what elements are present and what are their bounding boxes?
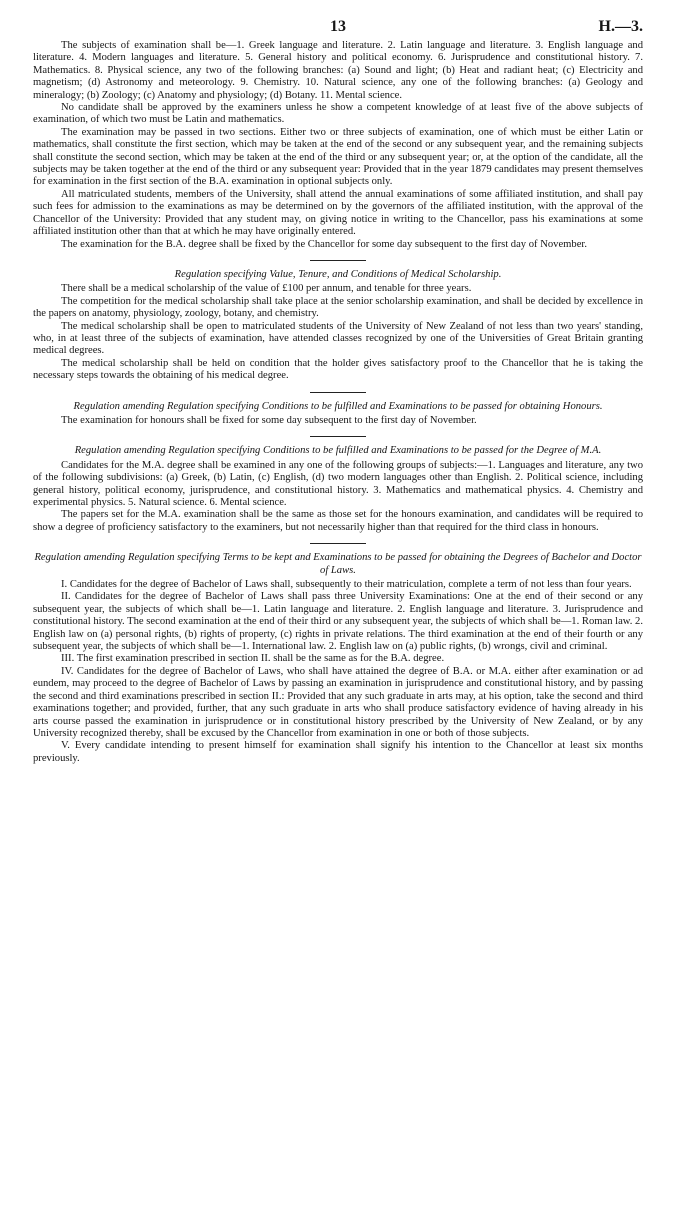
paragraph: The examination for honours shall be fixed for some day subsequent to the first day of November. <box>61 414 477 426</box>
paragraph: III. The first examination prescribed in section II. shall be the same as for the B.A. degree. <box>61 653 445 665</box>
paragraph: IV. Candidates for the degree of Bachelor of Laws, who shall have attained the degree of B.A. or M.A. either after examination or ad eundem, may proceed to the degree of Bachelor of Laws by passing an examination in jurisprudence and constitutional history, and by passing the second and third examinations prescribed in section II.: Provided that any such graduate in arts may, at his option, take the second and third examinations together; and provided, further, that any such graduate in arts who shall produce satisfactory evidence of having already in his arts course passed the examination in jurisprudence or in constitutional history prescribed by the University of New Zealand, or by any University recognized thereby, shall be excused by the Chancellor from examination in one or both of those subjects. <box>33 665 643 739</box>
report-code: H.—3. <box>598 18 643 35</box>
paragraph: II. Candidates for the degree of Bachelor of Laws shall pass three University Examinations: One at the end of their second or any subsequent year, the subjects of which shall be—1. Latin language and literature. 2. English language and literature. 3. Jurisprudence and constitutional history. The second examination at the end of their third or any subsequent year, the subjects of which shall be—1. Roman law. 2. English law on (a) personal rights, (b) rights of property, (c) rights in private relations. The third examination at the end of their fourth or any subsequent year, the subjects of which shall be—1. International law. 2. English law on (a) public rights, (b) wrongs, civil and criminal. <box>33 591 643 653</box>
ma-degree-section <box>33 445 643 534</box>
laws-degree-section <box>33 552 643 765</box>
paragraph: The examination may be passed in two sections. Either two or three subjects of examination, one of which must be either Latin or mathematics, shall constitute the first section, which may be taken at the end of the second or any subsequent year, and the remaining subjects shall constitute the second section, which may be taken at the end of the third or any subsequent year; or, at the option of the candidate, all the subjects may be taken together at the end of the third or any subsequent year: Provided that in the year 1879 candidates may present themselves for examination in the first section of the B.A. examination in optional subjects only. <box>33 126 643 188</box>
paragraph: The subjects of examination shall be—1. Greek language and literature. 2. Latin language and literature. 3. English language and literature. 4. Modern languages and literature. 5. General history and political economy. 6. Jurisprudence and constitutional history. 7. Mathematics. 8. Physical science, any two of the following branches: (a) Sound and light; (b) Heat and radiant heat; (c) Electricity and magnetism; (d) Astronomy and meteorology. 9. Chemistry. 10. Natural science, any one of the following branches: (a) Geology and mineralogy; (b) Zoology; (c) Anatomy and physiology; (d) Botany. 11. Mental science. <box>33 40 643 101</box>
paragraph: V. Every candidate intending to present himself for examination shall signify his intention to the Chancellor at least six months previously. <box>33 740 643 764</box>
section-heading: Regulation amending Regulation specifying Conditions to be fulfilled and Examinations to be passed for obtaining Honours. <box>73 400 603 412</box>
paragraph: Candidates for the M.A. degree shall be examined in any one of the following groups of subjects:—1. Languages and literature, any two of the following subdivisions: (a) Greek, (b) Latin, (c) English, (d) two modern languages other than English. 2. Political science, including general history, political economy, jurisprudence, and constitutional history. 3. Mathematics and mathematical physics. 4. Chemistry and experimental physics. 5. Natural science. 6. Mental science. <box>33 459 643 508</box>
paragraph: I. Candidates for the degree of Bachelor of Laws shall, subsequently to their matriculation, complete a term of not less than four years. <box>61 579 632 591</box>
medical-scholarship-section <box>33 269 643 383</box>
page-header <box>33 18 643 40</box>
section-heading: Regulation amending Regulation specifying Terms to be kept and Examinations to be passed for obtaining the Degrees of Bachelor and Doctor of Laws. <box>34 552 642 576</box>
paragraph: There shall be a medical scholarship of the value of £100 per annum, and tenable for three years. <box>61 283 472 295</box>
section-heading: Regulation amending Regulation specifying Conditions to be fulfilled and Examinations to be passed for the Degree of M.A. <box>74 445 602 457</box>
section-divider <box>310 543 366 544</box>
paragraph: No candidate shall be approved by the examiners unless he show a competent knowledge of at least five of the above subjects of examination, of which two must be Latin and mathematics. <box>33 102 643 126</box>
page-number: 13 <box>330 18 346 35</box>
paragraph: The competition for the medical scholarship shall take place at the senior scholarship examination, and shall be decided by excellence in the papers on anatomy, physiology, zoology, botany, and chemistry. <box>33 295 643 320</box>
section-heading: Regulation specifying Value, Tenure, and Conditions of Medical Scholarship. <box>174 268 502 280</box>
section-divider <box>310 260 366 261</box>
paragraph: The medical scholarship shall be open to matriculated students of the University of New Zealand of not less than two years' standing, who, in at least three of the subjects of examination, have attended classes recognized by one of the Universities of Great Britain granting medical degrees. <box>33 320 643 357</box>
document-body <box>33 40 643 765</box>
paragraph: All matriculated students, members of the University, shall attend the annual examinations of some affiliated institution, and shall pay such fees for admission to the examinations as may be determined on by the governors of the affiliated institution, with the approval of the Chancellor of the University: Provided that any student may, on giving notice in writing to the Chancellor, pass his examinations at some affiliated institution other than that at which he may have originally entered. <box>33 188 643 238</box>
ba-examination-section <box>33 40 643 251</box>
section-divider <box>310 392 366 393</box>
honours-section <box>33 401 643 428</box>
section-divider <box>310 436 366 437</box>
paragraph: The medical scholarship shall be held on condition that the holder gives satisfactory proof to the Chancellor that he is taking the necessary steps towards the obtaining of his medical degree. <box>33 357 643 382</box>
paragraph: The examination for the B.A. degree shall be fixed by the Chancellor for some day subsequent to the first day of November. <box>61 238 588 250</box>
paragraph: The papers set for the M.A. examination shall be the same as those set for the honours examination, and candidates will be required to show a degree of proficiency satisfactory to the examiners, but not necessarily higher than that required for the third class in honours. <box>33 509 643 533</box>
